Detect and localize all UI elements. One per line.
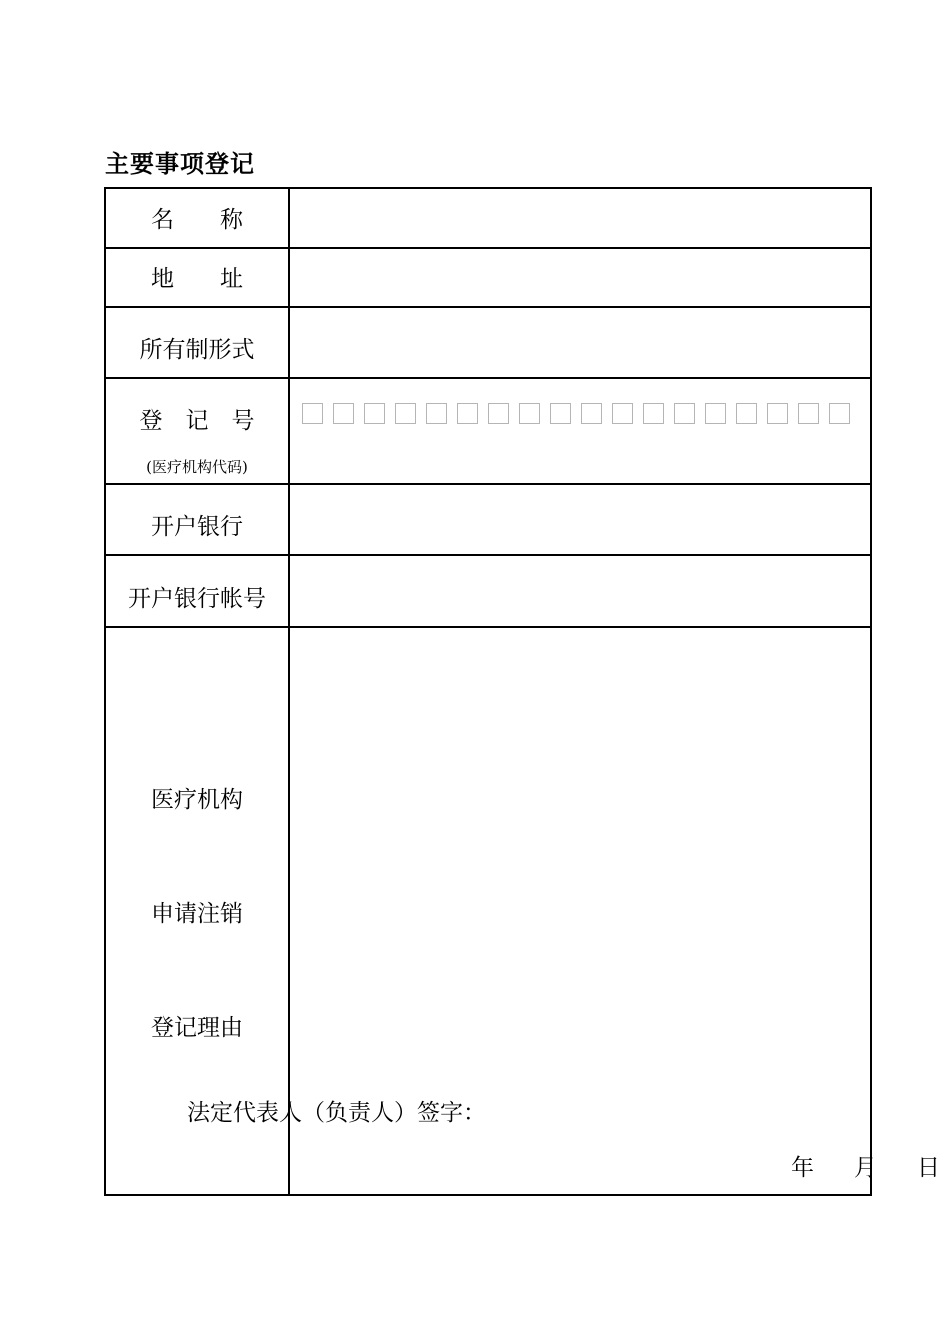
code-digit-box[interactable]: [457, 403, 478, 424]
address-label: 地 址: [151, 266, 243, 292]
code-digit-box[interactable]: [333, 403, 354, 424]
registration-number-sublabel: (医疗机构代码): [146, 458, 248, 476]
code-digit-box[interactable]: [395, 403, 416, 424]
row-divider: [106, 554, 870, 556]
name-label: 名 称: [151, 207, 243, 233]
code-digit-box[interactable]: [550, 403, 571, 424]
code-digit-box[interactable]: [798, 403, 819, 424]
bank-label: 开户银行: [151, 514, 243, 540]
code-digit-box[interactable]: [705, 403, 726, 424]
registration-form: [104, 187, 872, 1196]
code-digit-box[interactable]: [767, 403, 788, 424]
code-digit-box[interactable]: [302, 403, 323, 424]
code-digit-box[interactable]: [612, 403, 633, 424]
code-digit-box[interactable]: [674, 403, 695, 424]
code-digit-box[interactable]: [643, 403, 664, 424]
code-digit-box[interactable]: [519, 403, 540, 424]
reason-label-line2: 申请注销: [151, 901, 243, 927]
code-digit-box[interactable]: [488, 403, 509, 424]
registration-code-boxes: [302, 403, 850, 424]
month-label: 月: [854, 1155, 877, 1181]
row-divider: [106, 377, 870, 379]
column-divider: [288, 189, 290, 1194]
page-title: 主要事项登记: [105, 150, 255, 178]
code-digit-box[interactable]: [829, 403, 850, 424]
code-digit-box[interactable]: [426, 403, 447, 424]
registration-number-label: 登 记 号: [139, 408, 255, 434]
code-digit-box[interactable]: [736, 403, 757, 424]
row-divider: [106, 247, 870, 249]
day-label: 日: [917, 1155, 940, 1181]
date-line: [791, 1157, 940, 1180]
row-divider: [106, 483, 870, 485]
signature-label: 法定代表人（负责人）签字：: [187, 1100, 486, 1126]
reason-label-line3: 登记理由: [151, 1015, 243, 1041]
bank-account-label: 开户银行帐号: [128, 586, 266, 612]
year-label: 年: [791, 1155, 814, 1181]
ownership-label: 所有制形式: [139, 337, 255, 363]
row-divider: [106, 626, 870, 628]
row-divider: [106, 306, 870, 308]
code-digit-box[interactable]: [364, 403, 385, 424]
code-digit-box[interactable]: [581, 403, 602, 424]
reason-label-line1: 医疗机构: [151, 787, 243, 813]
